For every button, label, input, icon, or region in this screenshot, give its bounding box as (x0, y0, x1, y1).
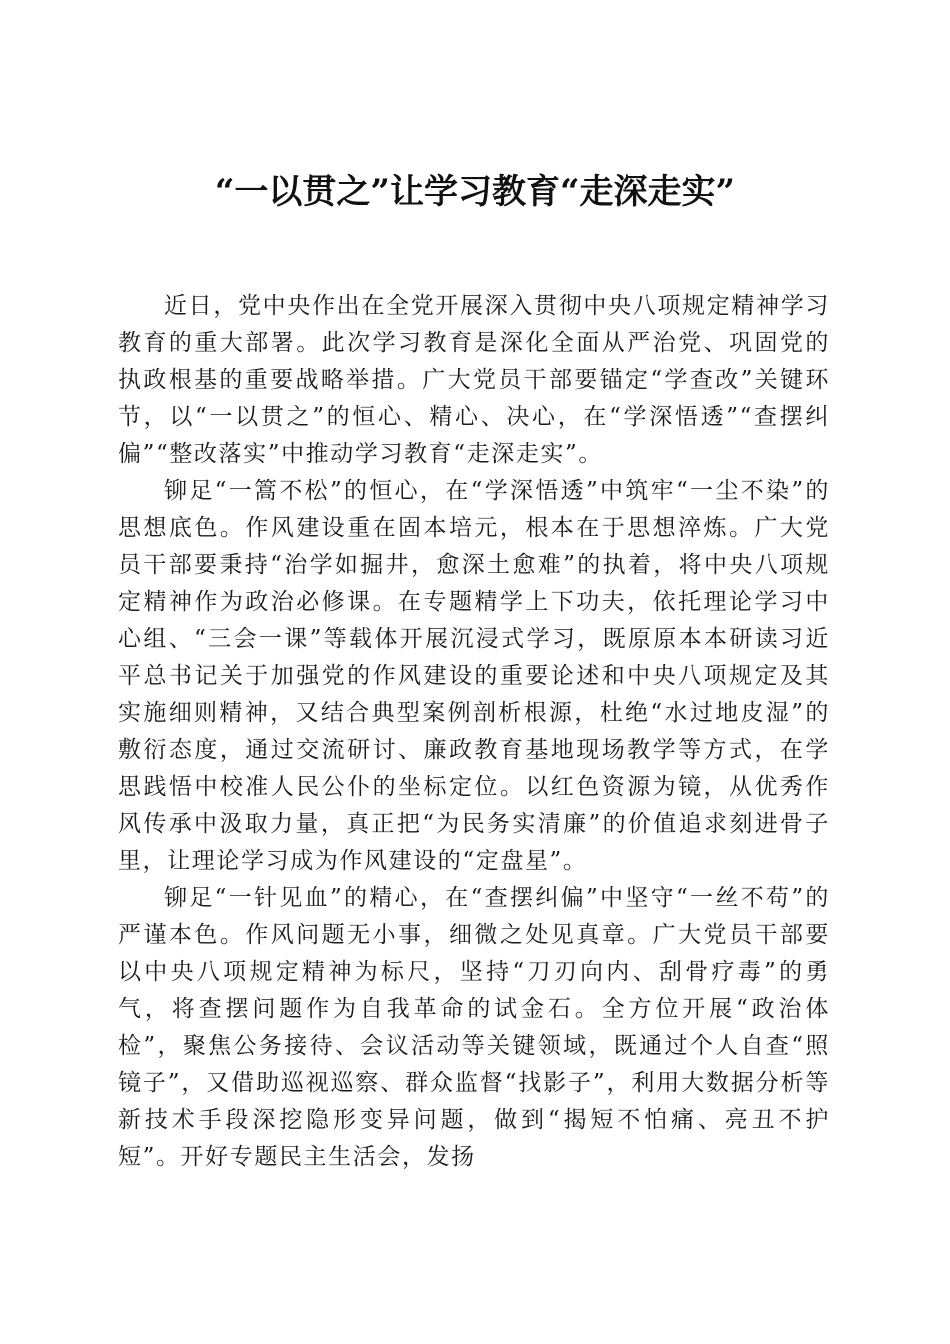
document-body (118, 288, 830, 1176)
paragraph-inspection: 铆足“一针见血”的精心，在“查摆纠偏”中坚守“一丝不苟”的严谨本色。作风问题无小事，细微之处见真章。广大党员干部要以中央八项规定精神为标尺，坚持“刀刃向内、刮骨疗毒”的勇气，将查摆问题作为自我革命的试金石。全方位开展“政治体检”，聚焦公务接待、会议活动等关键领域，既通过个人自查“照镜子”，又借助巡视巡察、群众监督“找影子”，利用大数据分析等新技术手段深挖隐形变异问题，做到“揭短不怕痛、亮丑不护短”。开好专题民主生活会，发扬 (118, 885, 830, 1170)
paragraph-intro: 近日，党中央作出在全党开展深入贯彻中央八项规定精神学习教育的重大部署。此次学习教育是深化全面从严治党、巩固党的执政根基的重要战略举措。广大党员干部要锚定“学查改”关键环节，以“一以贯之”的恒心、精心、决心，在“学深悟透”“查摆纠偏”“整改落实”中推动学习教育“走深走实”。 (118, 293, 830, 467)
document-title: “一以贯之”让学习教育“走深走实” (214, 172, 736, 212)
paragraph-study: 铆足“一篙不松”的恒心，在“学深悟透”中筑牢“一尘不染”的思想底色。作风建设重在固本培元，根本在于思想淬炼。广大党员干部要秉持“治学如掘井，愈深土愈难”的执着，将中央八项规定精神作为政治必修课。在专题精学上下功夫，依托理论学习中心组、“三会一课”等载体开展沉浸式学习，既原原本本研读习近平总书记关于加强党的作风建设的重要论述和中央八项规定及其实施细则精神，又结合典型案例剖析根源，杜绝“水过地皮湿”的敷衍态度，通过交流研讨、廉政教育基地现场教学等方式，在学思践悟中校准人民公仆的坐标定位。以红色资源为镜，从优秀作风传承中汲取力量，真正把“为民务实清廉”的价值追求刻进骨子里，让理论学习成为作风建设的“定盘星”。 (118, 478, 830, 874)
